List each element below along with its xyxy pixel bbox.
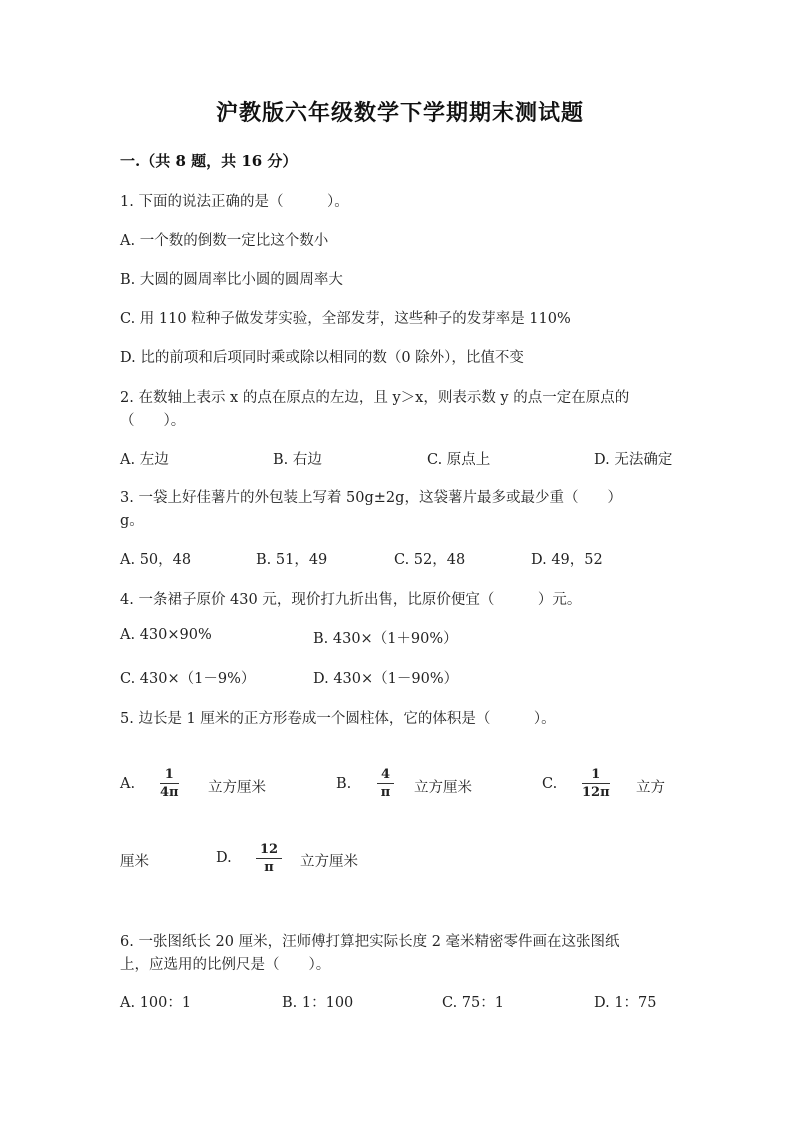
question-3-stem-line1: 3. 一袋上好佳薯片的外包装上写着 50g±2g，这袋薯片最多或最少重（ ） bbox=[120, 490, 622, 506]
fraction-denominator: π bbox=[380, 785, 391, 800]
fraction-numerator: 4 bbox=[381, 767, 391, 782]
question-4-option-c: C. 430×（1－9%） bbox=[120, 671, 256, 687]
question-5-option-c-fraction bbox=[582, 767, 610, 800]
question-5-option-c-unit-continued: 厘米 bbox=[120, 854, 149, 870]
question-5-option-c-label: C. bbox=[542, 776, 558, 792]
fraction-numerator: 12 bbox=[260, 842, 279, 857]
question-2-option-d: D. 无法确定 bbox=[594, 452, 673, 468]
fraction-numerator: 1 bbox=[591, 767, 601, 782]
question-6-stem-line1: 6. 一张图纸长 20 厘米，汪师傅打算把实际长度 2 毫米精密零件画在这张图纸 bbox=[120, 934, 620, 950]
section-heading: 一.（共 8 题，共 16 分） bbox=[120, 152, 298, 170]
question-4-option-b: B. 430×（1＋90%） bbox=[313, 631, 458, 647]
fraction-denominator: 4π bbox=[160, 785, 179, 800]
question-5-option-c-unit: 立方 bbox=[636, 780, 665, 796]
question-1-option-d: D. 比的前项和后项同时乘或除以相同的数（0 除外），比值不变 bbox=[120, 350, 524, 366]
question-3-option-b: B. 51，49 bbox=[256, 552, 328, 568]
question-1-option-b: B. 大圆的圆周率比小圆的圆周率大 bbox=[120, 272, 343, 288]
question-1-option-c: C. 用 110 粒种子做发芽实验，全部发芽，这些种子的发芽率是 110% bbox=[120, 311, 571, 327]
question-2-option-b: B. 右边 bbox=[273, 452, 322, 468]
question-3-option-c: C. 52，48 bbox=[394, 552, 466, 568]
question-4-option-d: D. 430×（1－90%） bbox=[313, 671, 459, 687]
question-5-option-a-fraction bbox=[160, 767, 179, 800]
fraction-denominator: 12π bbox=[582, 785, 610, 800]
question-3-option-d: D. 49，52 bbox=[531, 552, 603, 568]
question-3-stem-line2: g。 bbox=[120, 513, 144, 529]
question-6-stem-line2: 上，应选用的比例尺是（ ）。 bbox=[120, 957, 331, 973]
question-2-option-c: C. 原点上 bbox=[427, 452, 491, 468]
question-6-option-c: C. 75：1 bbox=[442, 995, 504, 1011]
question-6-option-d: D. 1：75 bbox=[594, 995, 657, 1011]
question-1-option-a: A. 一个数的倒数一定比这个数小 bbox=[120, 233, 329, 249]
question-1-stem: 1. 下面的说法正确的是（ ）。 bbox=[120, 194, 349, 210]
question-4-option-a: A. 430×90% bbox=[120, 627, 212, 643]
question-5-option-b-fraction bbox=[377, 767, 394, 800]
question-4-stem: 4. 一条裙子原价 430 元，现价打九折出售，比原价便宜（ ）元。 bbox=[120, 592, 582, 608]
question-5-stem: 5. 边长是 1 厘米的正方形卷成一个圆柱体，它的体积是（ ）。 bbox=[120, 711, 556, 727]
question-6-option-b: B. 1：100 bbox=[282, 995, 354, 1011]
fraction-numerator: 1 bbox=[164, 767, 174, 782]
question-5-option-d-unit: 立方厘米 bbox=[300, 854, 358, 870]
question-3-option-a: A. 50，48 bbox=[120, 552, 192, 568]
fraction-denominator: π bbox=[264, 860, 274, 875]
question-5-option-d-label: D. bbox=[216, 850, 232, 866]
question-2-stem-line1: 2. 在数轴上表示 x 的点在原点的左边，且 y＞x，则表示数 y 的点一定在原点的 bbox=[120, 390, 630, 406]
question-5-option-d-fraction bbox=[256, 842, 282, 875]
question-5-option-a-unit: 立方厘米 bbox=[208, 780, 266, 796]
question-2-option-a: A. 左边 bbox=[120, 452, 169, 468]
question-5-option-b-unit: 立方厘米 bbox=[414, 780, 472, 796]
page-title: 沪教版六年级数学下学期期末测试题 bbox=[215, 100, 584, 126]
question-5-option-a-label: A. bbox=[120, 776, 136, 792]
question-6-option-a: A. 100：1 bbox=[120, 995, 192, 1011]
question-2-stem-line2: （ ）。 bbox=[120, 413, 186, 429]
question-5-option-b-label: B. bbox=[336, 776, 352, 792]
